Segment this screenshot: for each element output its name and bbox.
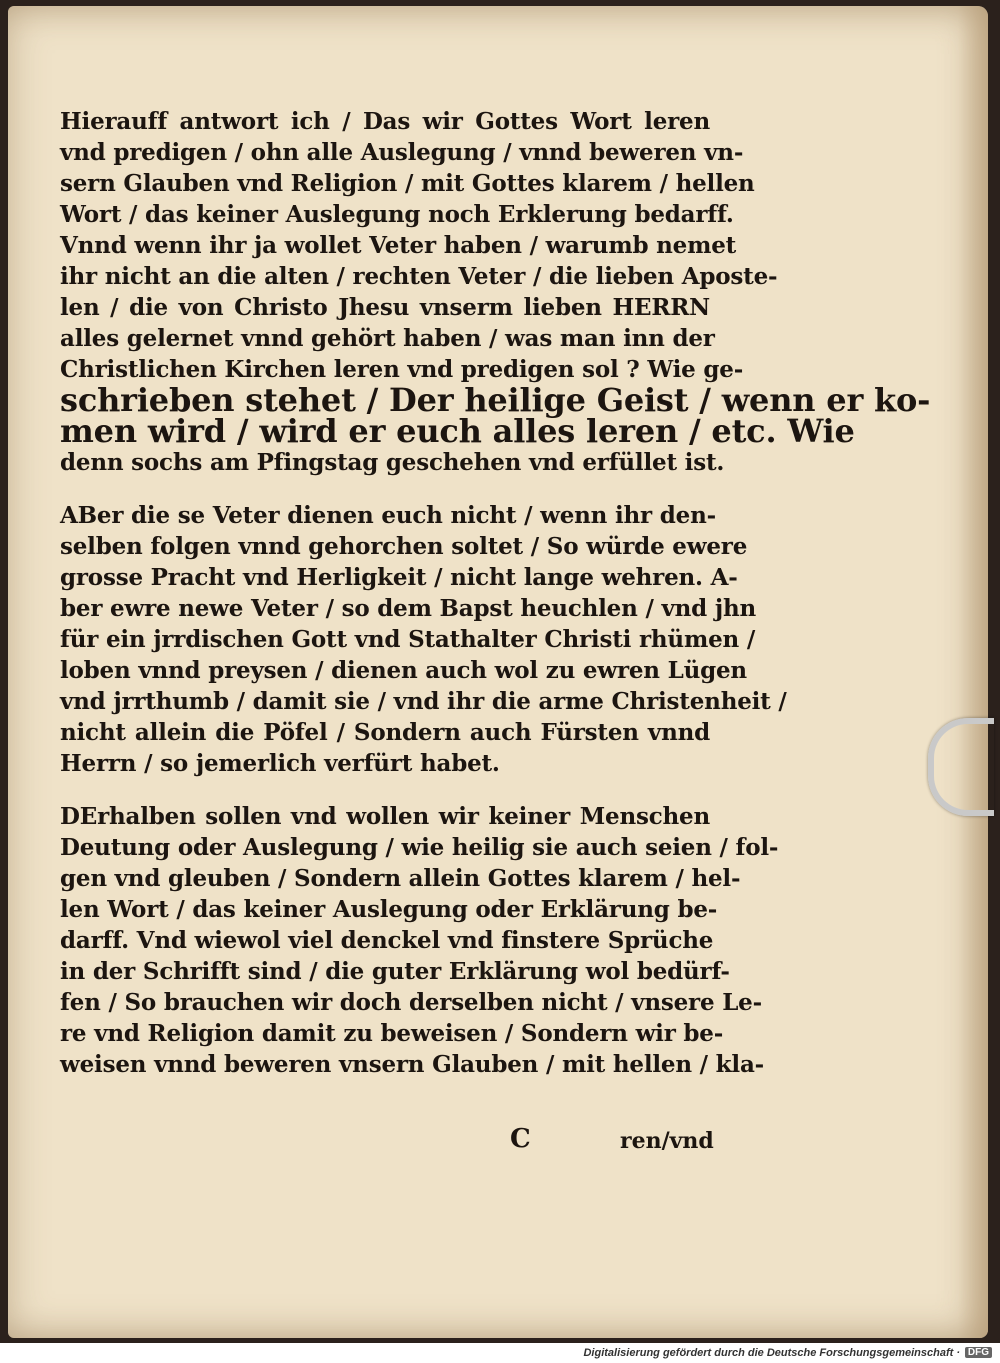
text-line: Christlichen Kirchen leren vnd predigen sol ? Wie ge- [60, 356, 744, 383]
paragraph-3 [60, 801, 779, 1080]
text-line: schrieben stehet / Der heilige Geist / wenn er ko- [60, 381, 931, 419]
text-line: in der Schrifft sind / die guter Erklärung wol bedürf- [60, 958, 730, 985]
text-line: nicht allein die Pöfel / Sondern auch Fürsten vnnd [60, 719, 710, 746]
text-line: gen vnd gleuben / Sondern allein Gottes klarem / hel- [60, 865, 741, 892]
text-line: DErhalben sollen vnd wollen wir keiner Menschen [60, 803, 710, 830]
text-line: vnd predigen / ohn alle Auslegung / vnnd beweren vn- [60, 139, 744, 166]
text-line: fen / So brauchen wir doch derselben nicht / vnsere Le- [60, 989, 762, 1016]
text-line: Vnnd wenn ihr ja wollet Veter haben / warumb nemet [60, 232, 737, 259]
dfg-logo: DFG [965, 1347, 992, 1358]
text-line: re vnd Religion damit zu beweisen / Sondern wir be- [60, 1020, 724, 1047]
catchword: ren/vnd [620, 1128, 714, 1154]
funding-credit: Digitalisierung gefördert durch die Deutsche Forschungsgemeinschaft · [583, 1347, 960, 1359]
text-line: vnd jrrthumb / damit sie / vnd ihr die arme Christenheit / [60, 688, 787, 715]
page-edge-shadow [958, 6, 988, 1338]
text-line: darff. Vnd wiewol viel denckel vnd finstere Sprüche [60, 927, 714, 954]
text-line: alles gelernet vnnd gehört haben / was man inn der [60, 325, 715, 352]
text-line: len / die von Christo Jhesu vnserm lieben HERRN [60, 294, 710, 321]
text-line: selben folgen vnnd gehorchen soltet / So würde ewere [60, 533, 748, 560]
text-line: ihr nicht an die alten / rechten Veter / die lieben Aposte- [60, 263, 778, 290]
paragraph-1 [60, 106, 931, 478]
page-text [60, 106, 931, 1102]
text-line: ABer die se Veter dienen euch nicht / wenn ihr den- [60, 502, 716, 529]
text-line: weisen vnnd beweren vnsern Glauben / mit hellen / kla- [60, 1051, 765, 1078]
text-line: len Wort / das keiner Auslegung oder Erklärung be- [60, 896, 718, 923]
footer-bar [0, 1343, 1000, 1363]
text-line: men wird / wird er euch alles leren / etc. Wie [60, 412, 855, 450]
text-line: ber ewre newe Veter / so dem Bapst heuchlen / vnd jhn [60, 595, 756, 622]
text-line: Deutung oder Auslegung / wie heilig sie auch seien / fol- [60, 834, 779, 861]
catchword-line [510, 1124, 714, 1154]
signature-mark: C [510, 1124, 531, 1154]
text-line: für ein jrrdischen Gott vnd Stathalter Christi rhümen / [60, 626, 756, 653]
text-line: denn sochs am Pfingstag geschehen vnd erfüllet ist. [60, 449, 725, 476]
paragraph-2 [60, 500, 787, 779]
text-line: Wort / das keiner Auslegung noch Erklerung bedarff. [60, 201, 734, 228]
text-line: Hierauff antwort ich / Das wir Gottes Wort leren [60, 108, 710, 135]
text-line: grosse Pracht vnd Herligkeit / nicht lange wehren. A- [60, 564, 738, 591]
text-line: Herrn / so jemerlich verfürt habet. [60, 750, 500, 777]
paper-clip [928, 718, 994, 816]
text-line: loben vnnd preysen / dienen auch wol zu ewren Lügen [60, 657, 747, 684]
text-line: sern Glauben vnd Religion / mit Gottes klarem / hellen [60, 170, 755, 197]
book-page [8, 6, 988, 1338]
